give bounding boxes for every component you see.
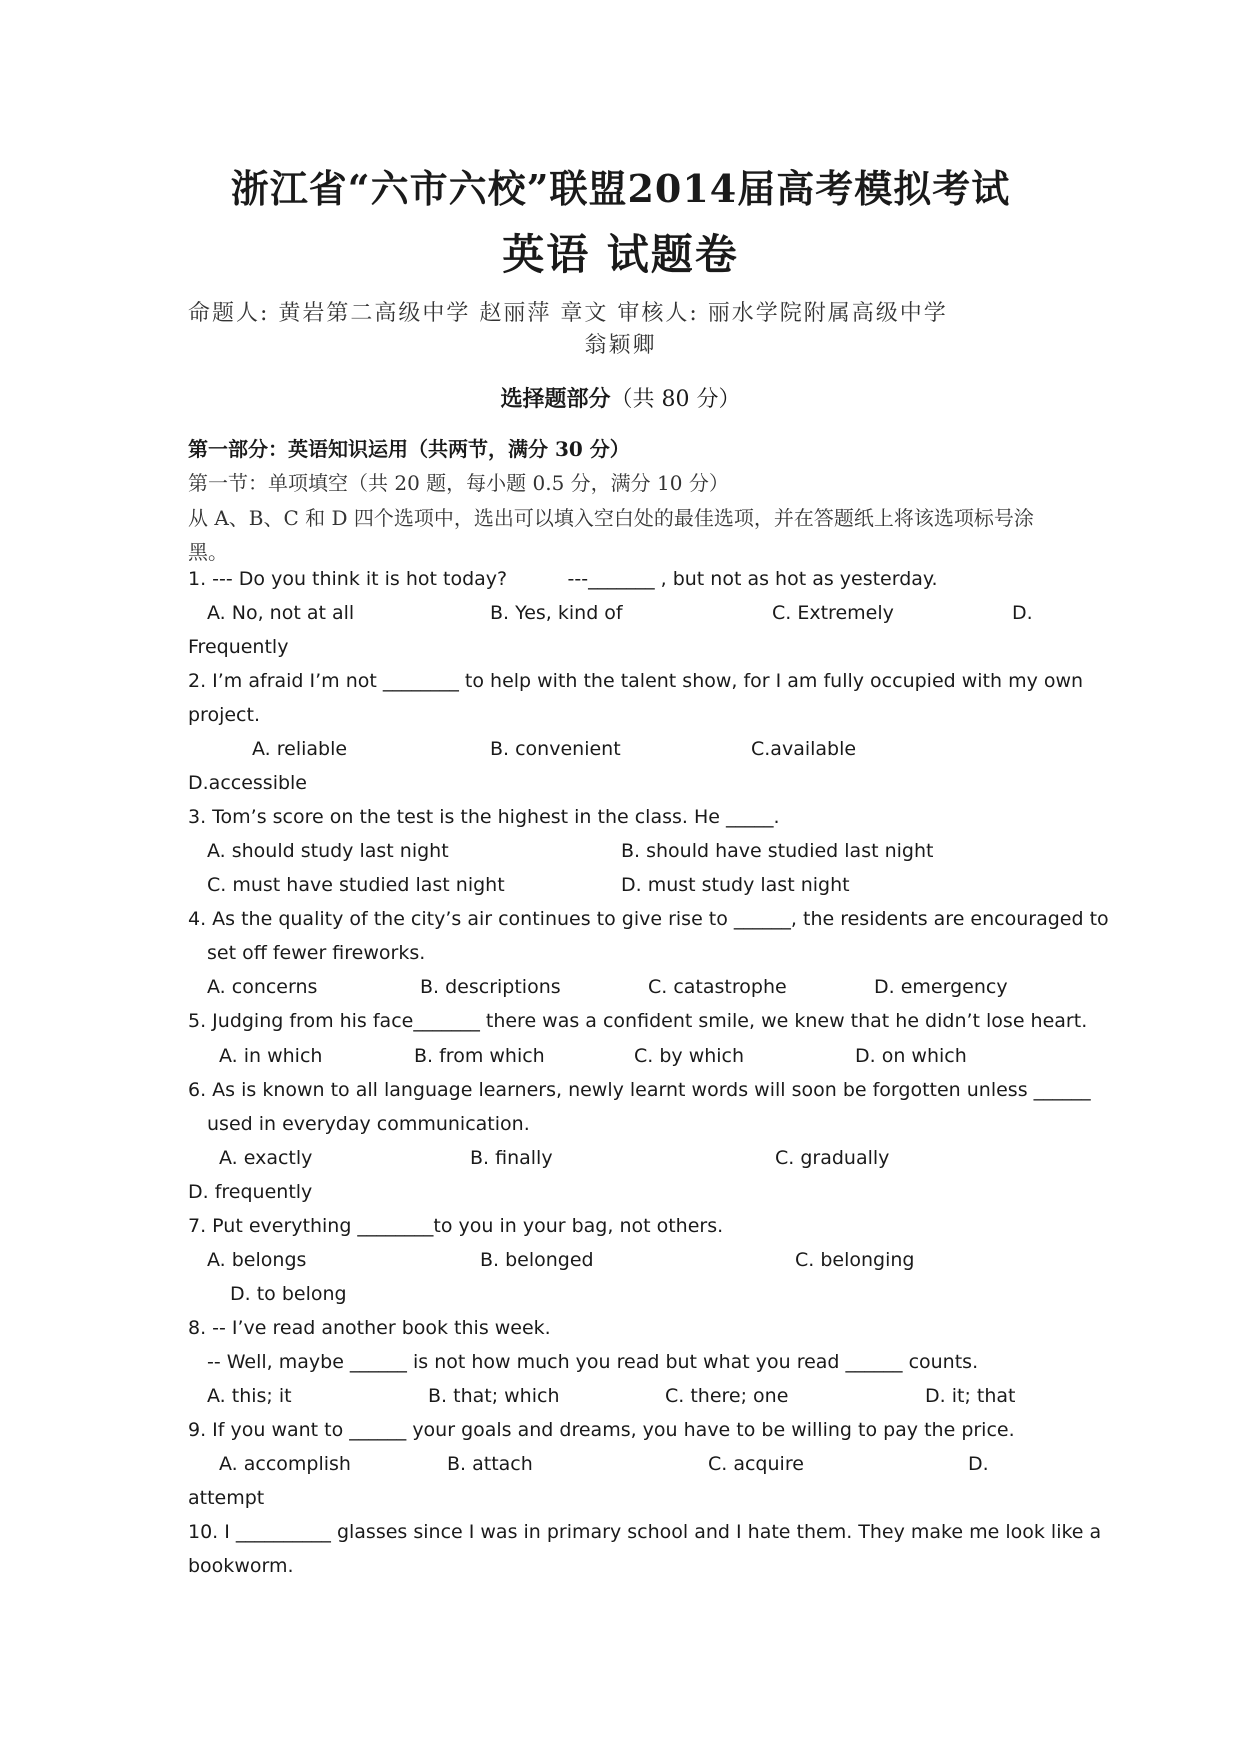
option: A. should study last night [207,840,449,862]
section-heading [0,382,1241,413]
option: B. that; which [428,1385,560,1407]
option: C. gradually [775,1147,890,1169]
exam-subtitle: 英语 试题卷 [502,230,739,279]
section-heading-label: 选择题部分 [500,386,611,412]
option: D. [968,1453,989,1475]
option: A. accomplish [219,1453,351,1475]
option: B. convenient [490,738,621,760]
option: A. exactly [219,1147,313,1169]
option: C. there; one [665,1385,789,1407]
option-continuation: Frequently [188,636,289,658]
option: B. from which [414,1045,545,1067]
option: A. belongs [207,1249,307,1271]
option: D. frequently [188,1181,313,1203]
option: C.available [751,738,857,760]
question-8: 8. -- I’ve read another book this week. [188,1317,551,1339]
question-10: 10. I __________ glasses since I was in primary school and I hate them. They make me look like a [188,1521,1102,1543]
option: B. attach [447,1453,533,1475]
section-heading-points: （共 80 分） [610,387,741,412]
option: D. it; that [925,1385,1016,1407]
subsection-heading: 第一节：单项填空（共 20 题，每小题 0.5 分，满分 10 分） [188,471,729,495]
option: B. belonged [480,1249,594,1271]
question-continuation: used in everyday communication. [207,1113,530,1135]
option: D. emergency [874,976,1008,998]
question-5: 5. Judging from his face_______ there was a confident smile, we knew that he didn’t lose heart. [188,1010,1088,1032]
question-9: 9. If you want to ______ your goals and dreams, you have to be willing to pay the price. [188,1419,1015,1441]
question-continuation: -- Well, maybe ______ is not how much you read but what you read ______ counts. [207,1351,979,1373]
option: D. on which [855,1045,967,1067]
question-3: 3. Tom’s score on the test is the highest in the class. He _____. [188,806,780,828]
option: B. Yes, kind of [490,602,623,624]
reviewer-name: 翁颖卿 [584,333,657,358]
question-continuation: set off fewer fireworks. [207,942,426,964]
question-1: 1. --- Do you think it is hot today? ---_______ , but not as hot as yesterday. [188,568,938,590]
authors-line: 命题人: 黄岩第二高级中学 赵丽萍 章文 审核人: 丽水学院附属高级中学 [188,301,948,326]
question-continuation: bookworm. [188,1555,294,1577]
option: C. by which [634,1045,745,1067]
option: B. should have studied last night [621,840,934,862]
question-7: 7. Put everything ________to you in your bag, not others. [188,1215,724,1237]
option: D. to belong [230,1283,347,1305]
option: B. descriptions [420,976,561,998]
option: A. reliable [252,738,348,760]
question-4: 4. As the quality of the city’s air continues to give rise to ______, the residents are encouraged to [188,908,1109,930]
option: B. finally [470,1147,553,1169]
option: C. must have studied last night [207,874,505,896]
option: A. No, not at all [207,602,355,624]
option: A. concerns [207,976,318,998]
option: A. in which [219,1045,323,1067]
exam-title: 浙江省“六市六校”联盟2014届高考模拟考试 [230,166,1011,211]
option: D.accessible [188,772,308,794]
option: C. catastrophe [648,976,787,998]
instructions: 从 A、B、C 和 D 四个选项中，选出可以填入空白处的最佳选项，并在答题纸上将该选项标号涂黑。 [188,506,1034,564]
question-continuation: project. [188,704,260,726]
part-heading: 第一部分：英语知识运用（共两节，满分 30 分） [188,437,630,461]
option: A. this; it [207,1385,292,1407]
option: D. must study last night [621,874,850,896]
question-2: 2. I’m afraid I’m not ________ to help with the talent show, for I am fully occupied with my own [188,670,1084,692]
question-6: 6. As is known to all language learners, newly learnt words will soon be forgotten unless ______ [188,1079,1091,1101]
option-continuation: attempt [188,1487,265,1509]
option: C. Extremely [772,602,894,624]
option: C. acquire [708,1453,804,1475]
option: D. [1012,602,1033,624]
option: C. belonging [795,1249,915,1271]
